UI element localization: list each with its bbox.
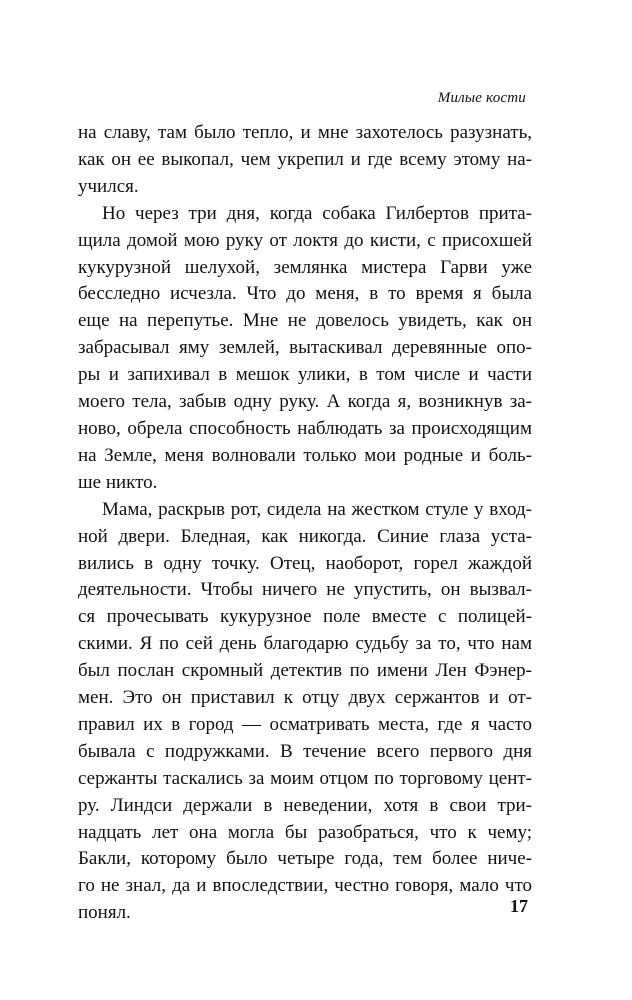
text-line: понял. bbox=[78, 902, 131, 924]
text-line: ры и запихивал в мешок улики, в том числе и части bbox=[78, 364, 532, 386]
text-line: моего тела, забыв одну руку. А когда я, возникнув за- bbox=[78, 391, 532, 413]
text-line: как он ее выкопал, чем укрепил и где всему этому на- bbox=[78, 148, 532, 170]
text-line: ру. Линдси держали в неведении, хотя в свои три- bbox=[78, 794, 532, 816]
text-line: сержанты таскались за моим отцом по торговому цент- bbox=[78, 767, 532, 789]
text-line: бесследно исчезла. Что до меня, в то время я была bbox=[78, 283, 532, 305]
text-line: на славу, там было тепло, и мне захотелось разузнать, bbox=[78, 122, 532, 143]
text-line: надцать лет она могла бы разобраться, что к чему; bbox=[78, 821, 532, 843]
text-line: мен. Это он приставил к отцу двух сержантов и от- bbox=[78, 687, 532, 709]
text-line: еще на перепутье. Мне не довелось увидеть, как он bbox=[78, 310, 532, 332]
text-line: Но через три дня, когда собака Гилбертов прита- bbox=[102, 202, 532, 224]
text-line: кукурузной шелухой, землянка мистера Гарви уже bbox=[78, 256, 532, 278]
text-line: деятельности. Чтобы ничего не упустить, он вызвал- bbox=[78, 579, 532, 601]
text-line: был послан скромный детектив по имени Лен Фэнер- bbox=[78, 660, 532, 682]
text-line: ной двери. Бледная, как никогда. Синие глаза уста- bbox=[78, 525, 532, 547]
text-line: вились в одну точку. Отец, наоборот, горел жаждой bbox=[78, 552, 532, 574]
text-line: го не знал, да и впоследствии, честно говоря, мало что bbox=[78, 875, 532, 897]
text-line: бывала с подружками. В течение всего первого дня bbox=[78, 740, 532, 762]
text-line: Бакли, которому было четыре года, тем более ниче- bbox=[78, 848, 532, 870]
running-header: Милые кости bbox=[437, 90, 526, 106]
text-line: ше никто. bbox=[78, 471, 158, 493]
text-line: забрасывал яму землей, вытаскивал деревянные опо- bbox=[78, 337, 532, 359]
page-number: 17 bbox=[510, 896, 528, 916]
paragraph-1 bbox=[78, 120, 532, 201]
text-line: ся прочесывать кукурузное поле вместе с полицей- bbox=[78, 606, 532, 628]
text-line: правил их в город — осматривать места, где я часто bbox=[78, 713, 532, 735]
paragraph-2 bbox=[78, 201, 532, 497]
text-line: щила домой мою руку от локтя до кисти, с присохшей bbox=[78, 229, 532, 251]
paragraph-3 bbox=[78, 497, 532, 928]
text-line: учился. bbox=[78, 175, 139, 197]
body-text bbox=[78, 120, 532, 927]
text-line: Мама, раскрыв рот, сидела на жестком стуле у вход- bbox=[102, 498, 532, 520]
text-line: на Земле, меня волновали только мои родные и боль- bbox=[78, 444, 532, 466]
text-line: ново, обрела способность наблюдать за происходящим bbox=[78, 417, 532, 439]
text-line: скими. Я по сей день благодарю судьбу за то, что нам bbox=[78, 633, 532, 655]
